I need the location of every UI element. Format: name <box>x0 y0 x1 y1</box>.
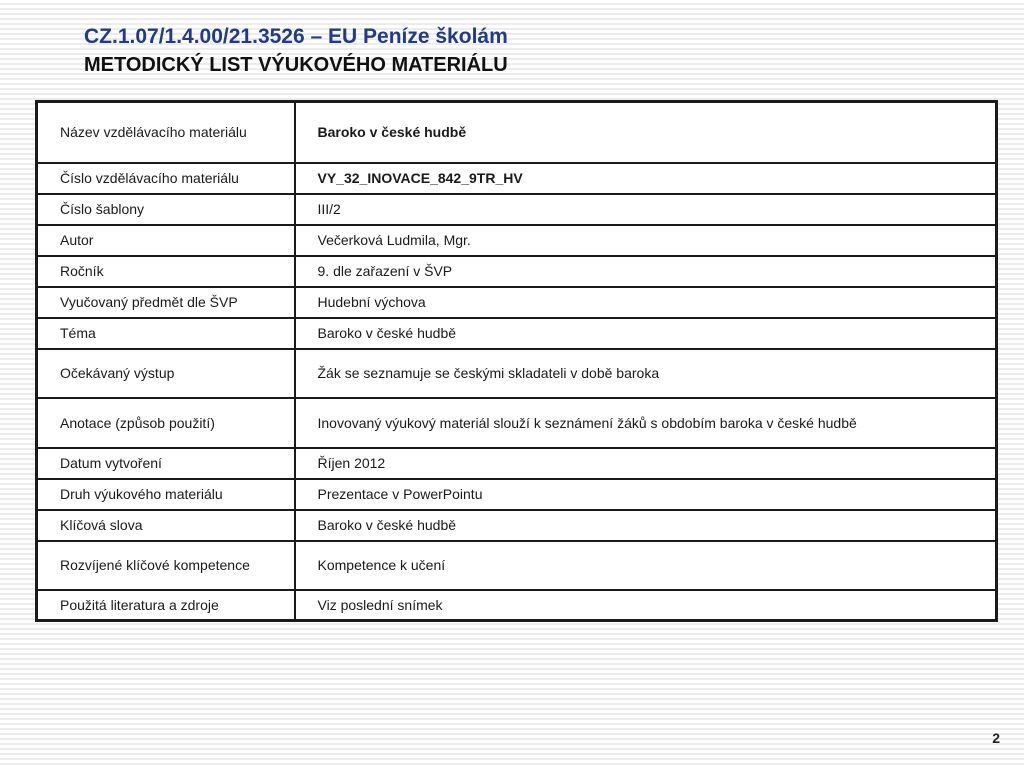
row-value: 9. dle zařazení v ŠVP <box>295 256 997 287</box>
row-label: Číslo šablony <box>37 194 295 225</box>
row-label: Datum vytvoření <box>37 448 295 479</box>
slide-page-number: 2 <box>992 730 1000 746</box>
row-label: Rozvíjené klíčové kompetence <box>37 541 295 590</box>
table-row <box>37 448 997 479</box>
table-row <box>37 163 997 194</box>
metodicky-list-table-container <box>35 100 998 621</box>
table-row <box>37 225 997 256</box>
row-value: III/2 <box>295 194 997 225</box>
table-row <box>37 590 997 621</box>
table-row <box>37 318 997 349</box>
table-row <box>37 398 997 448</box>
metodicky-list-table <box>35 100 998 622</box>
row-value: Baroko v české hudbě <box>295 510 997 541</box>
slide-header <box>84 23 984 79</box>
table-row <box>37 194 997 225</box>
row-value: Baroko v české hudbě <box>295 318 997 349</box>
table-row <box>37 510 997 541</box>
row-label: Vyučovaný předmět dle ŠVP <box>37 287 295 318</box>
row-value: Večerková Ludmila, Mgr. <box>295 225 997 256</box>
row-value: Prezentace v PowerPointu <box>295 479 997 510</box>
row-value: Žák se seznamuje se českými skladateli v době baroka <box>295 349 997 398</box>
table-row <box>37 287 997 318</box>
row-label: Použitá literatura a zdroje <box>37 590 295 621</box>
table-row <box>37 256 997 287</box>
row-label: Název vzdělávacího materiálu <box>37 102 295 163</box>
row-label: Očekávaný výstup <box>37 349 295 398</box>
row-value: VY_32_INOVACE_842_9TR_HV <box>295 163 997 194</box>
row-label: Téma <box>37 318 295 349</box>
row-label: Autor <box>37 225 295 256</box>
row-value: Kompetence k učení <box>295 541 997 590</box>
row-value: Hudební výchova <box>295 287 997 318</box>
row-value: Inovovaný výukový materiál slouží k seznámení žáků s obdobím baroka v české hudbě <box>295 398 997 448</box>
project-code-title: CZ.1.07/1.4.00/21.3526 – EU Peníze školám <box>84 25 508 48</box>
row-value: Říjen 2012 <box>295 448 997 479</box>
table-row <box>37 349 997 398</box>
row-label: Anotace (způsob použití) <box>37 398 295 448</box>
table-row <box>37 541 997 590</box>
row-label: Číslo vzdělávacího materiálu <box>37 163 295 194</box>
row-value: Baroko v české hudbě <box>295 102 997 163</box>
table-row <box>37 479 997 510</box>
document-title: METODICKÝ LIST VÝUKOVÉHO MATERIÁLU <box>84 54 508 76</box>
table-row <box>37 102 997 163</box>
row-label: Druh výukového materiálu <box>37 479 295 510</box>
row-value: Viz poslední snímek <box>295 590 997 621</box>
row-label: Ročník <box>37 256 295 287</box>
row-label: Klíčová slova <box>37 510 295 541</box>
